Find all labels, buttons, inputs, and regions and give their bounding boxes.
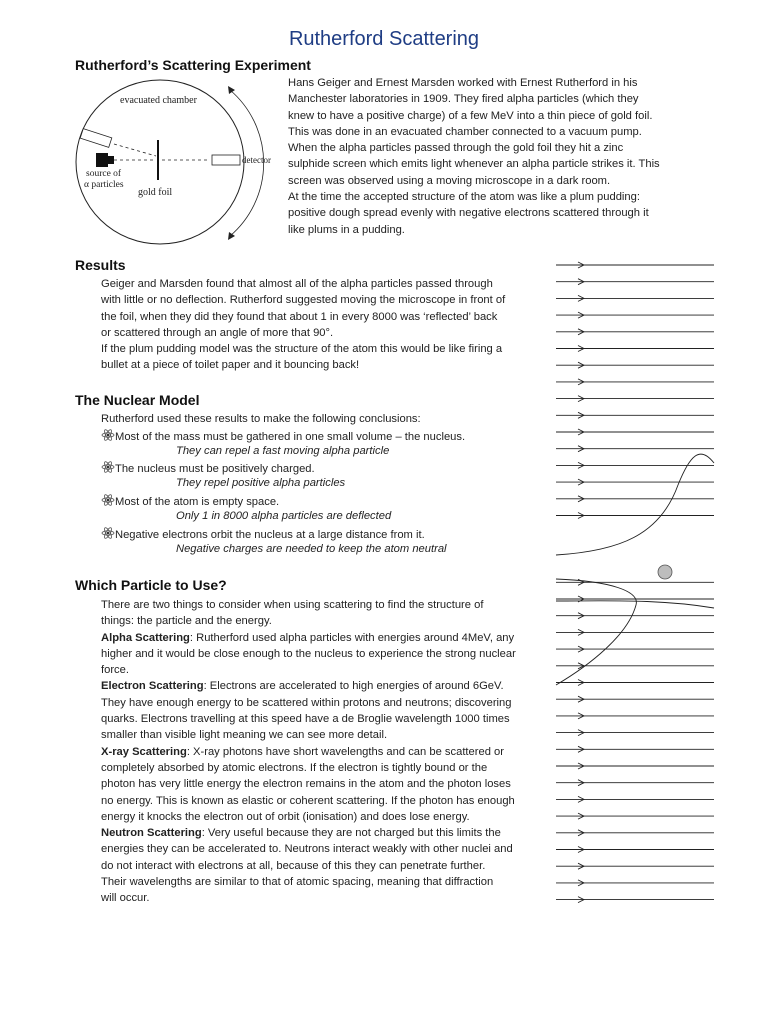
atom-bullet-icon <box>101 493 115 507</box>
deflected-trajectory-upper <box>556 454 714 555</box>
atom-bullet-icon <box>101 460 115 474</box>
text-line: quarks. Electrons travelling at this speed have a de Broglie wavelength 1000 times <box>101 713 510 726</box>
source-label-line1: source of <box>86 169 122 179</box>
electron-scattering-line <box>101 678 551 694</box>
conclusion-bullet-2 <box>101 460 315 477</box>
text-line: : Electrons are accelerated to high energies of around 6GeV. <box>203 680 504 693</box>
text-line: : X-ray photons have short wavelengths and can be scattered or <box>186 745 504 758</box>
neutron-scattering-line <box>101 825 551 841</box>
nucleus-circle <box>658 565 672 579</box>
xray-scattering-label: X-ray Scattering <box>101 745 187 758</box>
bullet-text: Negative electrons orbit the nucleus at a large distance from it. <box>115 529 425 541</box>
text-line: do not interact with electrons at all, because of this they can penetrate further. <box>101 859 486 872</box>
text-line: smaller than visible light meaning we can see more detail. <box>101 729 388 742</box>
text-line: At the time the accepted structure of the atom was like a plum pudding: <box>288 191 640 204</box>
text-line: If the plum pudding model was the structure of the atom this would be like firing a <box>101 343 503 356</box>
text-line: photon has very little energy the electron remains in the atom and the photon loses <box>101 778 511 791</box>
text-line: no energy. This is known as elastic or coherent scattering. If the photon has enough <box>101 794 515 807</box>
conclusion-note-3: Only 1 in 8000 alpha particles are deflected <box>176 510 392 522</box>
chamber-label: evacuated chamber <box>120 95 197 106</box>
text-line: Their wavelengths are similar to that of atomic spacing, meaning that diffraction <box>101 876 494 889</box>
text-line: force. <box>101 664 129 677</box>
text-line: the foil, when they did they found that about 1 in every 8000 was ‘reflected’ back <box>101 310 498 323</box>
atom-bullet-icon <box>101 428 115 442</box>
text-line: will occur. <box>101 892 150 905</box>
text-line: or scattered through an angle of more that 90°. <box>101 326 334 339</box>
section-heading-experiment: Rutherford’s Scattering Experiment <box>75 57 311 73</box>
detector-label: detector <box>242 155 271 165</box>
text-line: : Very useful because they are not charged but this limits the <box>201 827 501 840</box>
text-line: Hans Geiger and Ernest Marsden worked with Ernest Rutherford in his <box>288 77 638 89</box>
xray-scattering-line <box>101 744 551 760</box>
bullet-text: Most of the mass must be gathered in one small volume – the nucleus. <box>115 431 466 443</box>
text-line: with little or no deflection. Rutherford suggested moving the microscope in front of <box>101 294 506 307</box>
text-line: screen was observed using a moving microscope in a dark room. <box>288 174 611 187</box>
source-label-line2: α particles <box>84 180 124 190</box>
conclusion-note-1: They can repel a fast moving alpha particle <box>176 445 390 457</box>
text-line: bullet at a piece of toilet paper and it bouncing back! <box>101 359 360 372</box>
bullet-text: Most of the atom is empty space. <box>115 496 280 508</box>
text-line: Geiger and Marsden found that almost all of the alpha particles passed through <box>101 278 493 290</box>
text-line: When the alpha particles passed through the gold foil they hit a zinc <box>288 142 624 155</box>
text-line: higher and it would be close enough to the nucleus to experience the strong nuclear <box>101 647 516 660</box>
conclusion-bullet-4 <box>101 526 425 543</box>
text-line: energy it knocks the electron out of orbit (ionisation) and does lose energy. <box>101 810 470 823</box>
conclusion-note-4: Negative charges are needed to keep the atom neutral <box>176 543 447 555</box>
nuclear-model-intro: Rutherford used these results to make the following conclusions: <box>101 413 421 425</box>
text-line: This was done in an evacuated chamber connected to a vacuum pump. <box>288 125 642 138</box>
text-line: things: the particle and the energy. <box>101 615 272 628</box>
experiment-paragraph <box>288 75 708 238</box>
bullet-text: The nucleus must be positively charged. <box>115 463 315 475</box>
conclusion-bullet-1 <box>101 428 465 445</box>
foil-label: gold foil <box>138 187 173 198</box>
alpha-scattering-label: Alpha Scattering <box>101 631 190 644</box>
page-title: Rutherford Scattering <box>288 28 480 50</box>
text-line: completely absorbed by atomic electrons. If the electron is tightly bound or the <box>101 761 488 774</box>
section-heading-results: Results <box>75 257 126 273</box>
atom-bullet-icon <box>101 526 115 540</box>
text-line: They have enough energy to be scattered within protons and neutrons; discovering <box>101 696 512 709</box>
text-line: like plums in a pudding. <box>288 223 405 236</box>
section-heading-which-particle: Which Particle to Use? <box>75 577 227 593</box>
conclusion-bullet-3 <box>101 493 279 510</box>
section-heading-nuclear-model: The Nuclear Model <box>75 392 200 408</box>
text-line: positive dough spread evenly with negative electrons scattered through it <box>288 207 649 220</box>
text-line: sulphide screen which emits light whenever an alpha particle strikes it. This <box>288 158 660 171</box>
electron-scattering-label: Electron Scattering <box>101 680 204 693</box>
alpha-trajectory-diagram <box>550 255 722 905</box>
alpha-scattering-line <box>101 630 551 646</box>
neutron-scattering-label: Neutron Scattering <box>101 827 202 840</box>
text-line: Manchester laboratories in 1909. They fired alpha particles (which they <box>288 93 639 106</box>
text-line: energies they can be accelerated to. Neutrons interact weakly with other nuclei and <box>101 843 513 856</box>
text-line: knew to have a positive charge) of a few MeV into a thin piece of gold foil. <box>288 109 653 122</box>
which-particle-body <box>101 597 551 907</box>
text-line: : Rutherford used alpha particles with energies around 4MeV, any <box>189 631 515 644</box>
scattering-apparatus-diagram <box>72 76 292 248</box>
text-line: There are two things to consider when using scattering to find the structure of <box>101 599 484 611</box>
results-paragraph <box>101 276 551 374</box>
conclusion-note-2: They repel positive alpha particles <box>176 477 346 489</box>
